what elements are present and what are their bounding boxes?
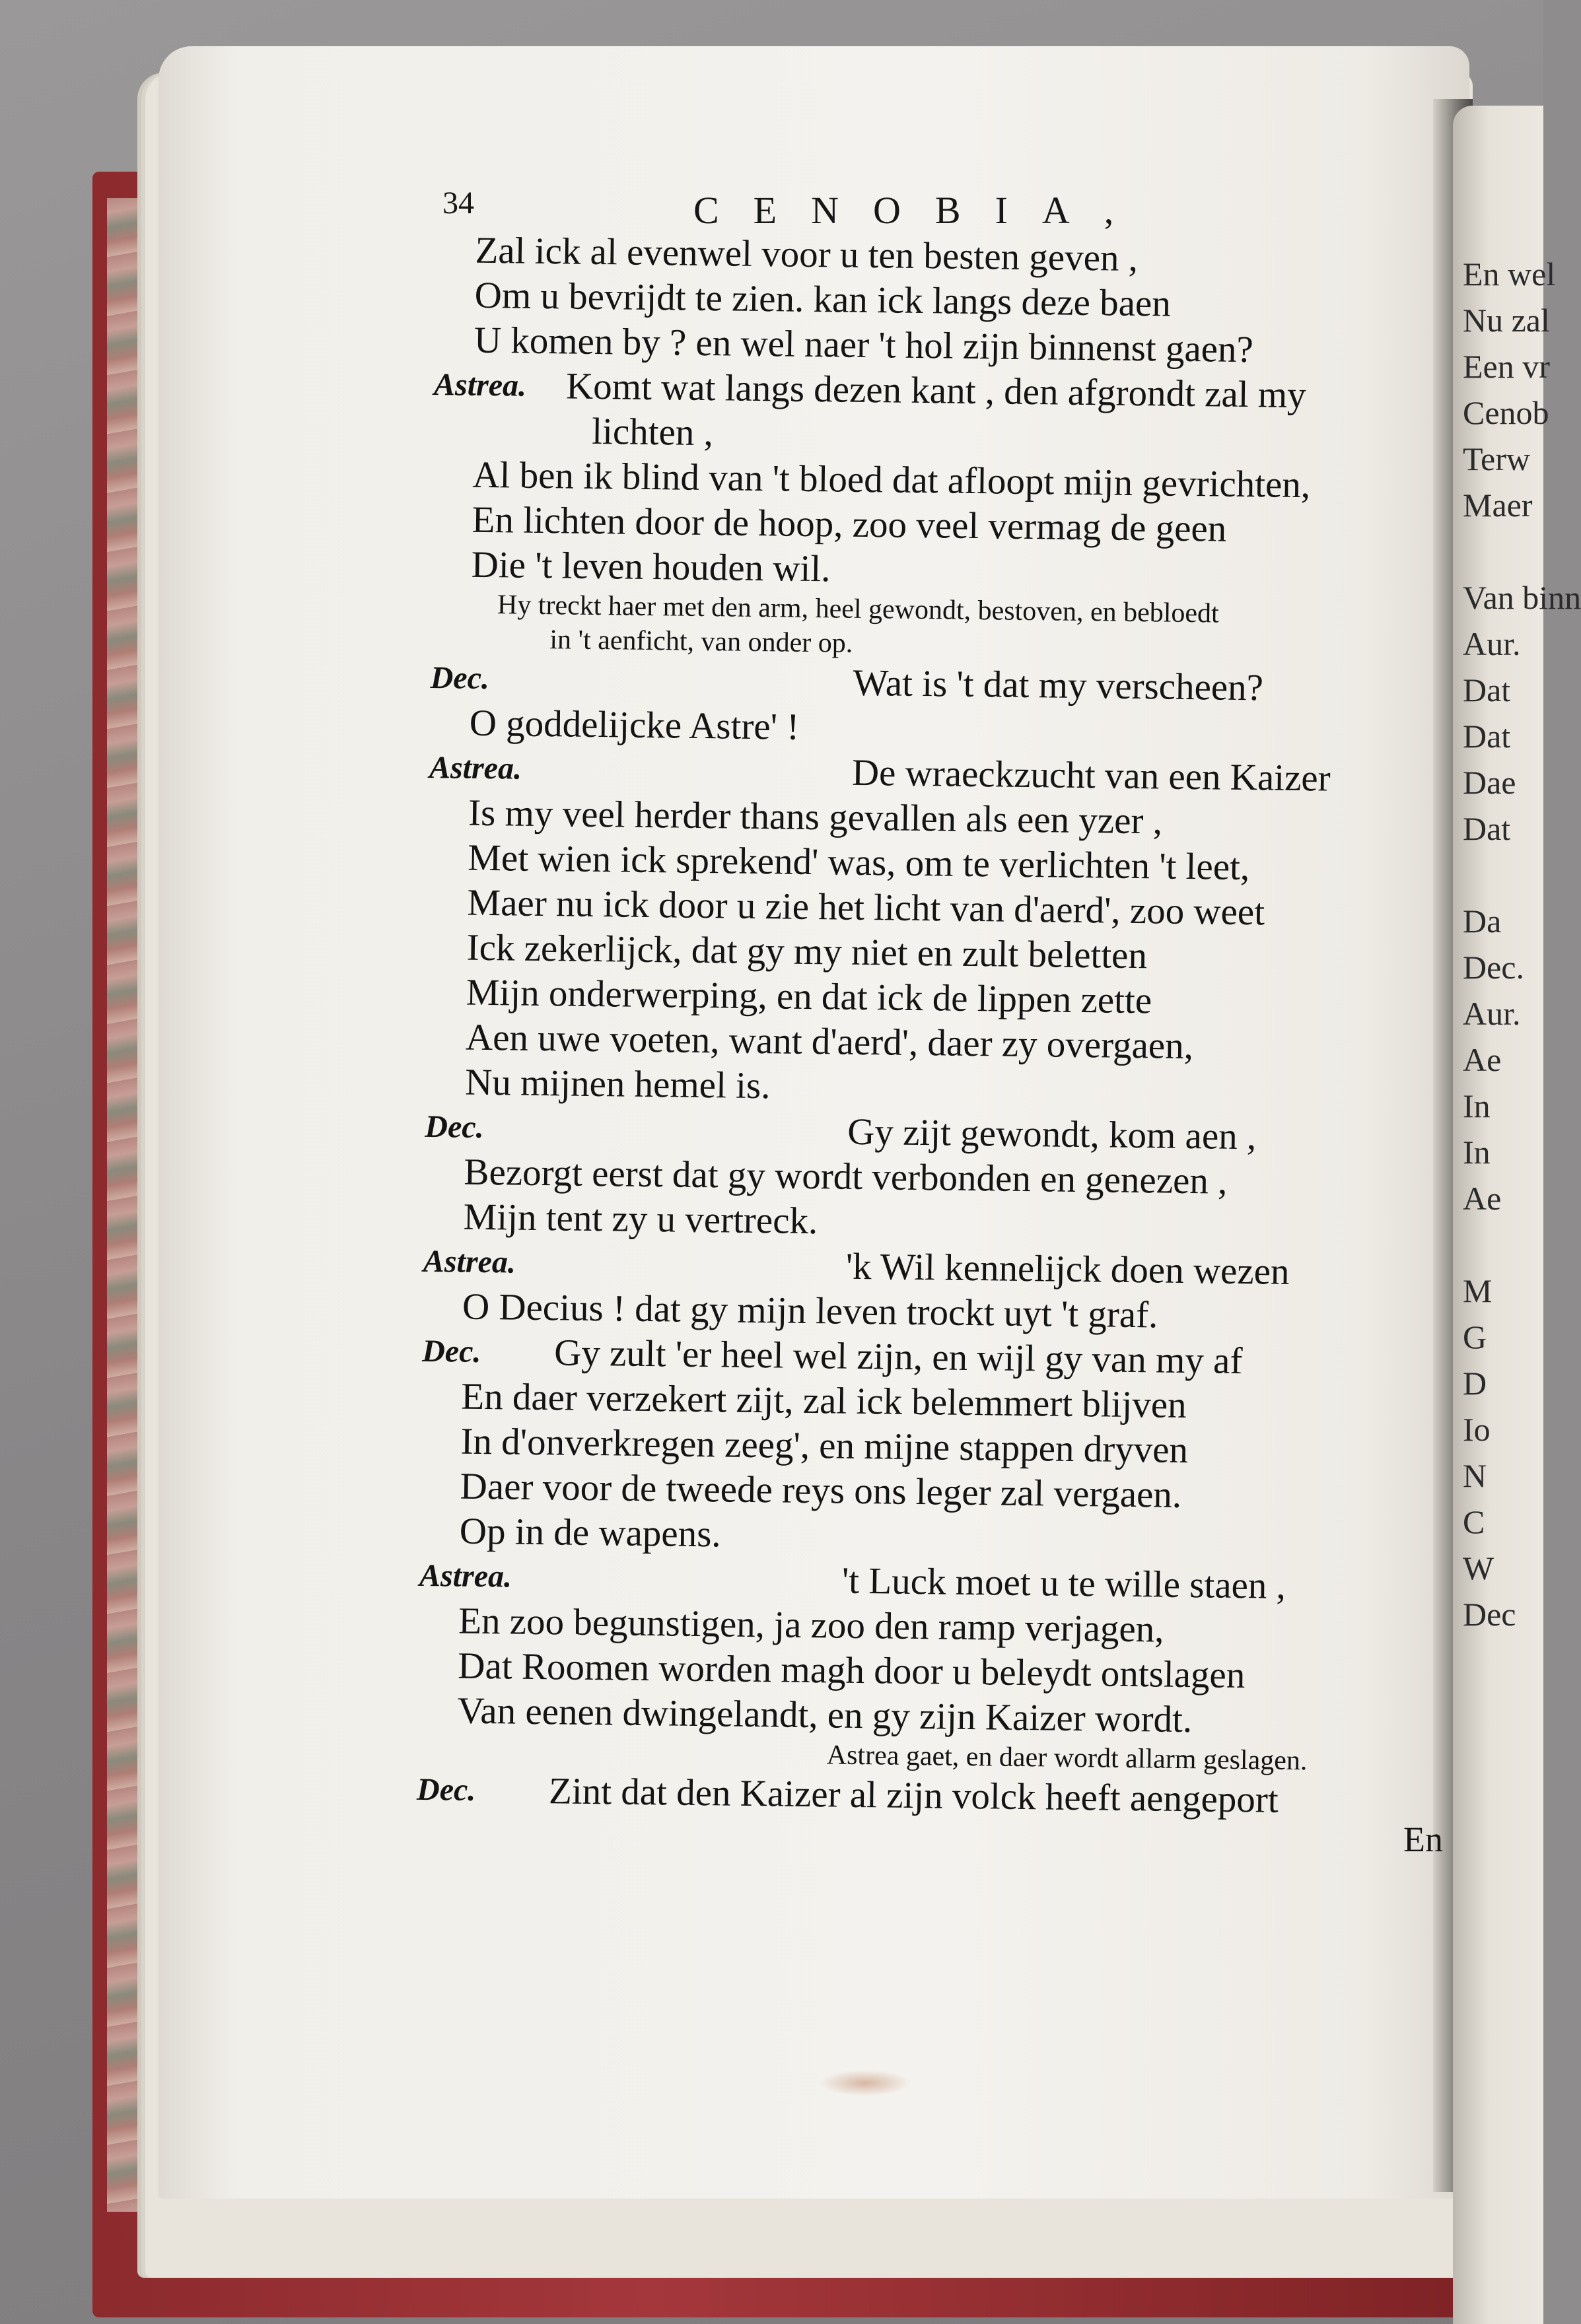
verse-text: De wraeckzucht van een Kaizer	[851, 751, 1331, 800]
facing-fragment: Dae	[1463, 764, 1516, 801]
verse-text: Mijn onderwerping, en dat ick de lippen zette	[466, 971, 1152, 1022]
facing-fragment: C	[1463, 1503, 1485, 1540]
speaker-label: Astrea.	[429, 749, 522, 786]
verse-text: Komt wat langs dezen kant , den afgrondt zal my	[565, 365, 1307, 417]
facing-fragment: Aur.	[1463, 625, 1521, 662]
verse-text: Al ben ik blind van 't bloed dat afloopt mijn gevrichten,	[472, 454, 1311, 506]
speaker-label: Dec.	[425, 1109, 484, 1145]
facing-fragment: Ae	[1463, 1180, 1502, 1217]
facing-page-text	[1463, 251, 1581, 1637]
facing-fragment: Maer	[1463, 487, 1533, 524]
catchword: En	[1403, 1820, 1443, 1859]
speaker-label: Astrea.	[423, 1243, 516, 1280]
verse-text: En daer verzekert zijt, zal ick belemmert blijven	[460, 1375, 1187, 1427]
facing-fragment: G	[1463, 1318, 1487, 1355]
facing-fragment: Io	[1463, 1411, 1491, 1448]
verse-text: Met wien ick sprekend' was, om te verlichten 't leet,	[467, 837, 1250, 889]
verse-text: Die 't leven houden wil.	[471, 543, 831, 590]
verse-text: Dat Roomen worden magh door u beleydt ontslagen	[458, 1645, 1246, 1697]
speaker-label: Astrea.	[433, 366, 527, 403]
facing-fragment: In	[1463, 1134, 1491, 1171]
verse-text: Gy zijt gewondt, kom aen ,	[847, 1111, 1257, 1158]
facing-fragment: Da	[1463, 903, 1502, 940]
facing-fragment: Ae	[1463, 1041, 1502, 1078]
speaker-label: Dec.	[421, 1333, 481, 1369]
speaker-label: Dec.	[430, 660, 490, 697]
verse-text: In d'onverkregen zeeg', en mijne stappen dryven	[460, 1420, 1189, 1472]
verse-text: Is my veel herder thans gevallen als een yzer ,	[468, 792, 1163, 842]
stage-direction: in 't aenficht, van onder op.	[549, 625, 853, 659]
play-text	[417, 228, 1413, 1824]
facing-fragment	[1463, 528, 1543, 574]
facing-fragment: Een vr	[1463, 348, 1550, 385]
speaker-label: Dec.	[416, 1771, 476, 1808]
facing-fragment	[1463, 852, 1543, 898]
facing-fragment: D	[1463, 1365, 1487, 1402]
running-title: CENOBIA,	[693, 189, 1148, 232]
paper-stain	[819, 2070, 911, 2096]
facing-fragment	[1463, 1221, 1543, 1268]
speaker-label: Astrea.	[419, 1557, 512, 1594]
verse-text: 't Luck moet u te wille staen ,	[841, 1559, 1286, 1607]
verse-text: 'k Wil kennelijck doen wezen	[845, 1245, 1290, 1293]
verse-text: Wat is 't dat my verscheen?	[853, 662, 1264, 709]
facing-fragment: Dec.	[1463, 949, 1524, 986]
facing-fragment: Terw	[1463, 440, 1531, 477]
facing-fragment: Dat	[1463, 810, 1511, 847]
verse-text: Op in de wapens.	[459, 1510, 721, 1555]
verse-text: O Decius ! dat gy mijn leven trockt uyt 't graf.	[462, 1285, 1158, 1336]
facing-fragment: Dat	[1463, 671, 1511, 708]
verse-text: Aen uwe voeten, want d'aerd', daer zy overgaen,	[465, 1016, 1194, 1068]
facing-fragment: W	[1463, 1550, 1494, 1587]
verse-text: Maer nu ick door u zie het licht van d'aerd', zoo weet	[467, 881, 1265, 934]
stage-direction: Hy treckt haer met den arm, heel gewondt, bestoven, en bebloedt	[497, 590, 1220, 629]
stage-direction: Astrea gaet, en daer wordt allarm geslagen.	[826, 1740, 1308, 1777]
verse-text: Mijn tent zy u vertreck.	[463, 1196, 818, 1243]
verse-text: Gy zult 'er heel wel zijn, en wijl gy van my af	[553, 1332, 1243, 1383]
verse-text: Om u bevrijdt te zien. kan ick langs deze baen	[474, 274, 1172, 325]
verse-text: Zal ick al evenwel voor u ten besten geven ,	[475, 229, 1139, 279]
facing-fragment: In	[1463, 1087, 1491, 1124]
verse-text: En zoo begunstigen, ja zoo den ramp verjagen,	[458, 1600, 1164, 1651]
verse-text: En lichten door de hoop, zoo veel vermag de geen	[472, 498, 1227, 550]
verse-text: lichten ,	[591, 410, 714, 454]
facing-fragment: M	[1463, 1272, 1493, 1309]
verse-text: Nu mijnen hemel is.	[464, 1061, 771, 1107]
page-number: 34	[442, 186, 474, 221]
verse-text: U komen by ? en wel naer 't hol zijn binnenst gaen?	[474, 319, 1254, 371]
verse-text: Van eenen dwingelandt, en gy zijn Kaizer wordt.	[457, 1690, 1193, 1741]
facing-fragment: Nu zal	[1463, 302, 1550, 339]
verse-text: Zint dat den Kaizer al zijn volck heeft aengeport	[548, 1770, 1279, 1821]
facing-fragment: Dec	[1463, 1596, 1516, 1633]
verse-text: Ick zekerlijck, dat gy my niet en zult beletten	[466, 926, 1148, 977]
facing-fragment: Van binn	[1463, 579, 1581, 616]
verse-text: Daer voor de tweede reys ons leger zal vergaen.	[460, 1465, 1182, 1516]
facing-fragment: Aur.	[1463, 995, 1521, 1032]
verse-text: O goddelijcke Astre' !	[469, 702, 800, 748]
facing-fragment: En wel	[1463, 256, 1556, 292]
facing-fragment: Dat	[1463, 718, 1511, 755]
facing-fragment: Cenob	[1463, 394, 1549, 431]
verse-text: Bezorgt eerst dat gy wordt verbonden en genezen ,	[464, 1151, 1228, 1202]
facing-fragment: N	[1463, 1457, 1487, 1494]
